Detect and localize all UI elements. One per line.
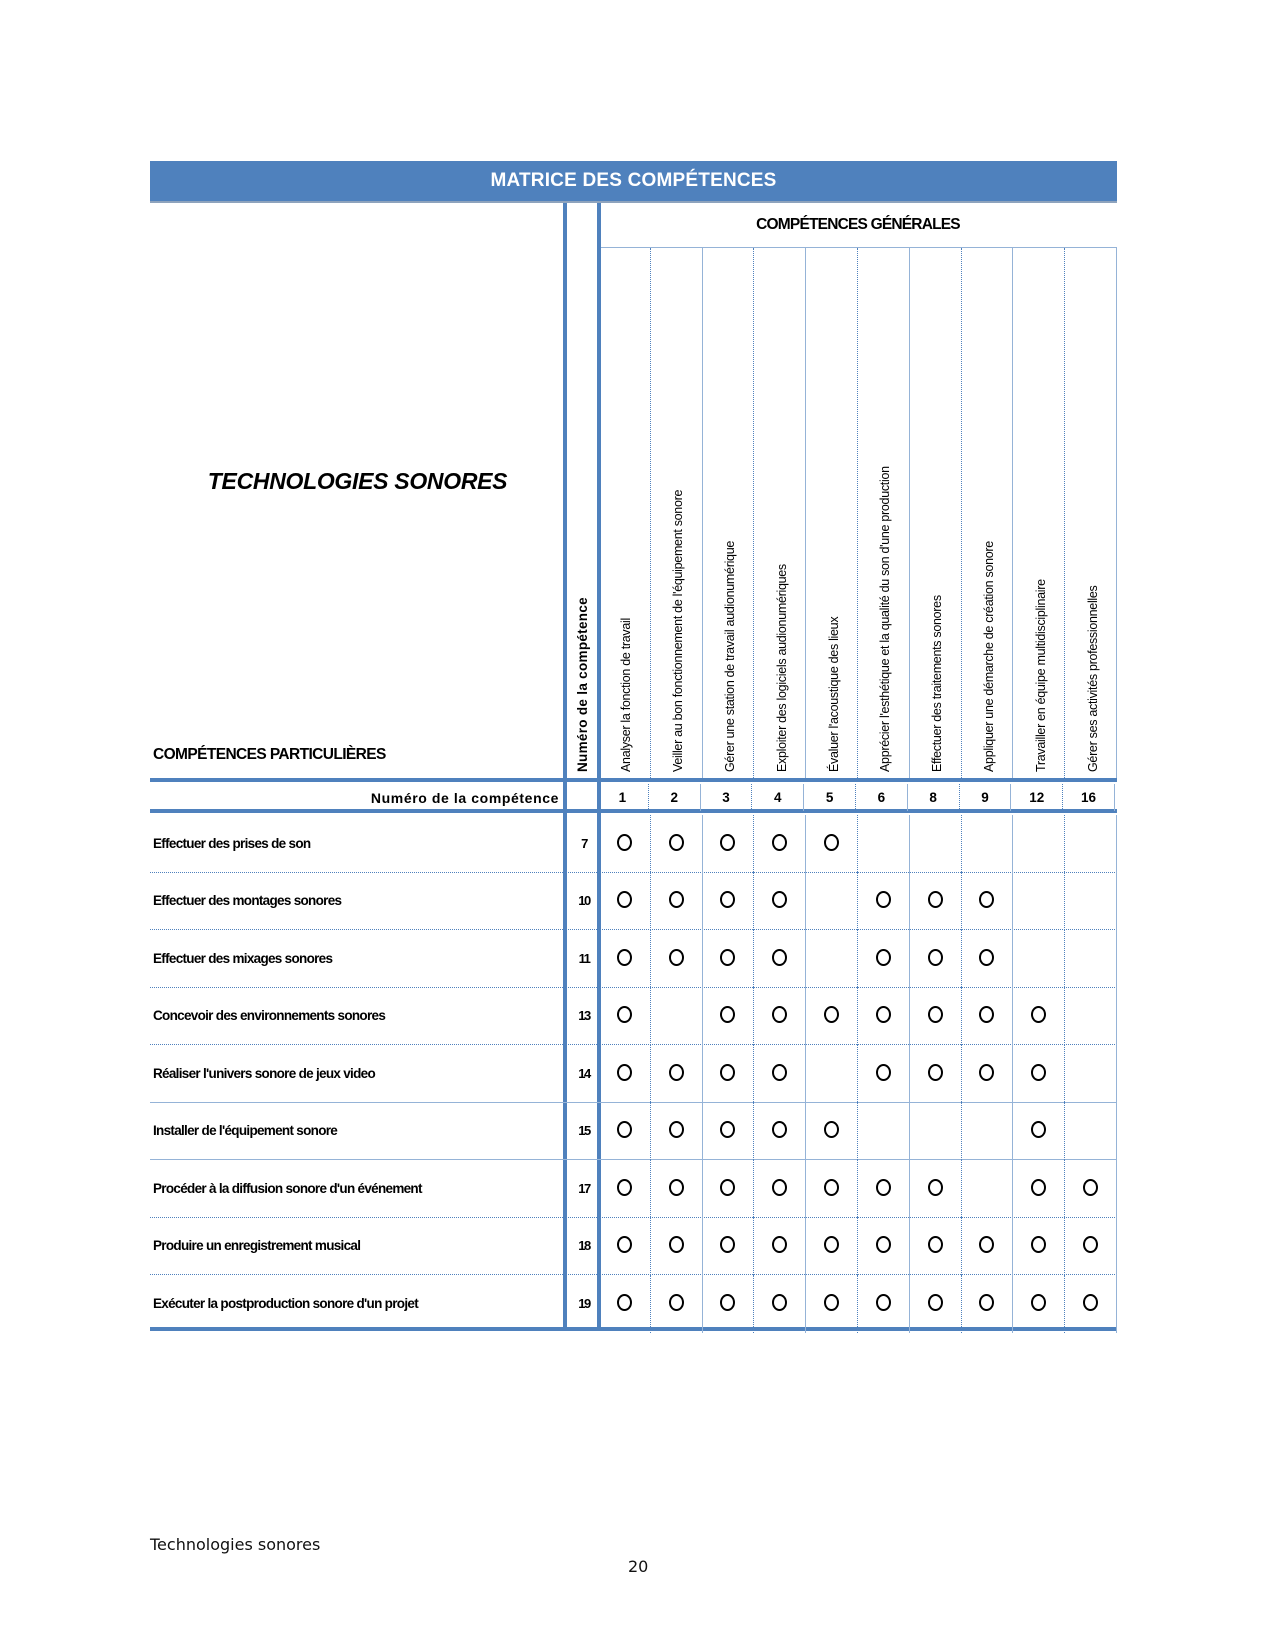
circle-mark-icon [1031, 1006, 1046, 1023]
circle-mark-icon [1031, 1064, 1046, 1081]
matrix-title-bar [150, 161, 1117, 203]
matrix-cell [910, 930, 962, 988]
circle-mark-icon [617, 891, 632, 908]
circle-mark-icon [669, 1064, 684, 1081]
matrix-cell [599, 815, 651, 873]
particular-competency-number: 10 [578, 893, 590, 909]
general-competency-label: Travailler en équipe multidisciplinaire [1033, 579, 1048, 772]
matrix-cell [703, 1102, 755, 1160]
general-competency-label: Veiller au bon fonctionnement de l'équipement sonore [671, 489, 686, 772]
matrix-cell [703, 1275, 755, 1333]
matrix-cell [754, 815, 806, 873]
particular-competency-label: Effectuer des prises de son [153, 835, 311, 851]
matrix-cell [910, 1045, 962, 1103]
matrix-cell [858, 930, 910, 988]
matrix-cell [962, 1275, 1014, 1333]
page-number: 20 [628, 1557, 649, 1576]
matrix-cell [703, 930, 755, 988]
table-row [150, 1218, 1117, 1276]
circle-mark-icon [979, 1006, 994, 1023]
general-competencies-label: COMPÉTENCES GÉNÉRALES [756, 216, 960, 233]
matrix-cell [703, 1160, 755, 1218]
circle-mark-icon [772, 1064, 787, 1081]
circle-mark-icon [669, 1179, 684, 1196]
circle-mark-icon [876, 1294, 891, 1311]
matrix-cell [858, 815, 910, 873]
circle-mark-icon [876, 891, 891, 908]
matrix-cell [962, 1102, 1014, 1160]
particular-competencies-label: COMPÉTENCES PARTICULIÈRES [153, 746, 386, 763]
matrix-cell [1065, 872, 1117, 930]
matrix-cell [651, 1102, 703, 1160]
matrix-cell [754, 1160, 806, 1218]
particular-competency-label: Réaliser l'univers sonore de jeux video [153, 1065, 376, 1081]
general-competency-label: Apprécier l'esthétique et la qualité du son d'une production [878, 466, 893, 772]
general-competency-number: 2 [649, 784, 701, 811]
circle-mark-icon [617, 1179, 632, 1196]
circle-mark-icon [928, 1006, 943, 1023]
matrix-cell [599, 930, 651, 988]
matrix-cell [1065, 1275, 1117, 1333]
table-row [150, 1103, 1117, 1161]
number-column-header: Numéro de la compétence [575, 597, 590, 772]
circle-mark-icon [617, 1294, 632, 1311]
matrix-cell [1065, 815, 1117, 873]
circle-mark-icon [772, 1006, 787, 1023]
matrix-cell [599, 1160, 651, 1218]
general-competency-header [703, 248, 755, 778]
matrix-cell [962, 1045, 1014, 1103]
circle-mark-icon [1031, 1236, 1046, 1253]
circle-mark-icon [876, 1064, 891, 1081]
matrix-cell [910, 815, 962, 873]
particular-competency-label: Effectuer des montages sonores [153, 893, 342, 909]
general-competency-number: 3 [701, 784, 753, 811]
circle-mark-icon [928, 1236, 943, 1253]
matrix-cell [754, 1045, 806, 1103]
circle-mark-icon [617, 1064, 632, 1081]
circle-mark-icon [928, 1064, 943, 1081]
general-competency-header [599, 248, 651, 778]
circle-mark-icon [617, 949, 632, 966]
circle-mark-icon [979, 949, 994, 966]
circle-mark-icon [1083, 1179, 1098, 1196]
matrix-cell [599, 1102, 651, 1160]
circle-mark-icon [928, 1294, 943, 1311]
matrix-cell [858, 1102, 910, 1160]
circle-mark-icon [876, 1179, 891, 1196]
circle-mark-icon [1031, 1121, 1046, 1138]
matrix-cell [651, 1217, 703, 1275]
general-competency-number: 4 [752, 784, 804, 811]
table-row [150, 1045, 1117, 1103]
circle-mark-icon [1083, 1294, 1098, 1311]
matrix-cell [962, 930, 1014, 988]
circle-mark-icon [824, 1294, 839, 1311]
matrix-cell [1013, 815, 1065, 873]
matrix-cell [806, 815, 858, 873]
general-competency-header [910, 248, 962, 778]
matrix-cell [703, 1217, 755, 1275]
general-competency-label: Appliquer une démarche de création sonore [981, 541, 996, 772]
matrix-cell [962, 1217, 1014, 1275]
particular-competency-number: 15 [578, 1123, 590, 1139]
matrix-cell [754, 1102, 806, 1160]
circle-mark-icon [720, 1006, 735, 1023]
table-row [150, 930, 1117, 988]
circle-mark-icon [772, 1294, 787, 1311]
matrix-cell [1065, 1217, 1117, 1275]
circle-mark-icon [720, 1064, 735, 1081]
matrix-cell [858, 1275, 910, 1333]
circle-mark-icon [617, 1006, 632, 1023]
general-competency-label: Effectuer des traitements sonores [930, 595, 945, 772]
matrix-cell [806, 930, 858, 988]
particular-competency-number: 14 [578, 1065, 590, 1081]
particular-competency-number: 11 [578, 950, 590, 966]
circle-mark-icon [617, 1236, 632, 1253]
particular-competency-label: Installer de l'équipement sonore [153, 1123, 338, 1139]
matrix-cell [651, 987, 703, 1045]
circle-mark-icon [720, 834, 735, 851]
circle-mark-icon [928, 949, 943, 966]
matrix-cell [910, 1160, 962, 1218]
general-competency-number: 5 [804, 784, 856, 811]
circle-mark-icon [928, 1179, 943, 1196]
matrix-cell [962, 872, 1014, 930]
matrix-cell [651, 1045, 703, 1103]
circle-mark-icon [928, 891, 943, 908]
matrix-cell [910, 1217, 962, 1275]
matrix-cell [651, 872, 703, 930]
matrix-cell [754, 930, 806, 988]
matrix-cell [1013, 872, 1065, 930]
matrix-cell [910, 872, 962, 930]
particular-competency-label: Procéder à la diffusion sonore d'un événement [153, 1180, 422, 1196]
matrix-cell [806, 1160, 858, 1218]
circle-mark-icon [772, 1121, 787, 1138]
particular-competency-number: 13 [578, 1008, 590, 1024]
circle-mark-icon [772, 949, 787, 966]
matrix-cell [858, 1160, 910, 1218]
circle-mark-icon [617, 1121, 632, 1138]
general-competency-number: 9 [960, 784, 1012, 811]
circle-mark-icon [669, 834, 684, 851]
matrix-cell [754, 1217, 806, 1275]
matrix-cell [910, 1275, 962, 1333]
circle-mark-icon [720, 891, 735, 908]
general-competency-number: 16 [1063, 784, 1115, 811]
circle-mark-icon [720, 1121, 735, 1138]
general-competency-label: Analyser la fonction de travail [619, 618, 634, 772]
circle-mark-icon [824, 1121, 839, 1138]
matrix-cell [1065, 1102, 1117, 1160]
matrix-cell [858, 872, 910, 930]
circle-mark-icon [720, 1294, 735, 1311]
matrix-cell [806, 1217, 858, 1275]
general-competency-header [1013, 248, 1065, 778]
circle-mark-icon [720, 1179, 735, 1196]
general-competency-label: Évaluer l'acoustique des lieux [826, 616, 841, 772]
general-competency-header [962, 248, 1014, 778]
general-competency-number: 12 [1011, 784, 1063, 811]
general-competency-header [754, 248, 806, 778]
circle-mark-icon [669, 1236, 684, 1253]
general-competency-number: 6 [856, 784, 908, 811]
matrix-cell [858, 1045, 910, 1103]
particular-competency-number: 18 [578, 1238, 590, 1254]
matrix-cell [1013, 1160, 1065, 1218]
matrix-cell [806, 987, 858, 1045]
circle-mark-icon [772, 1179, 787, 1196]
matrix-cell [1013, 930, 1065, 988]
matrix-cell [1013, 1275, 1065, 1333]
particular-competency-rows [150, 815, 1117, 1333]
particular-competency-number: 17 [578, 1180, 590, 1196]
matrix-cell [754, 872, 806, 930]
matrix-cell [962, 815, 1014, 873]
general-competency-header [651, 248, 703, 778]
matrix-cell [651, 1160, 703, 1218]
particular-competency-label: Exécuter la postproduction sonore d'un projet [153, 1296, 418, 1312]
circle-mark-icon [720, 1236, 735, 1253]
divider-top-number-row [150, 778, 1117, 782]
competency-number-row [150, 784, 1117, 811]
matrix-cell [806, 872, 858, 930]
matrix-cell [858, 987, 910, 1045]
matrix-cell [651, 1275, 703, 1333]
matrix-cell [858, 1217, 910, 1275]
matrix-cell [806, 1275, 858, 1333]
circle-mark-icon [669, 1121, 684, 1138]
table-row [150, 1275, 1117, 1333]
circle-mark-icon [979, 1236, 994, 1253]
circle-mark-icon [669, 891, 684, 908]
circle-mark-icon [1031, 1294, 1046, 1311]
circle-mark-icon [772, 891, 787, 908]
general-competency-number: 1 [597, 784, 649, 811]
table-row [150, 1160, 1117, 1218]
matrix-cell [1065, 987, 1117, 1045]
matrix-cell [910, 1102, 962, 1160]
general-competency-label: Gérer ses activités professionnelles [1085, 585, 1100, 772]
matrix-cell [599, 1275, 651, 1333]
circle-mark-icon [824, 1236, 839, 1253]
matrix-cell [1065, 1045, 1117, 1103]
general-competency-header [1065, 248, 1117, 778]
general-competency-header [806, 248, 858, 778]
circle-mark-icon [1031, 1179, 1046, 1196]
general-competency-label: Gérer une station de travail audionumérique [722, 541, 737, 772]
circle-mark-icon [876, 1006, 891, 1023]
particular-competency-number: 19 [578, 1296, 590, 1312]
footer-title: Technologies sonores [150, 1535, 321, 1554]
matrix-cell [599, 987, 651, 1045]
circle-mark-icon [979, 1294, 994, 1311]
circle-mark-icon [979, 1064, 994, 1081]
circle-mark-icon [772, 1236, 787, 1253]
circle-mark-icon [720, 949, 735, 966]
matrix-cell [1013, 1102, 1065, 1160]
matrix-cell [1013, 1045, 1065, 1103]
circle-mark-icon [772, 834, 787, 851]
table-row [150, 988, 1117, 1046]
general-competency-number: 8 [908, 784, 960, 811]
particular-competency-number: 7 [581, 835, 587, 851]
matrix-cell [599, 1217, 651, 1275]
matrix-cell [651, 930, 703, 988]
matrix-cell [910, 987, 962, 1045]
matrix-title: MATRICE DES COMPÉTENCES [490, 170, 777, 191]
general-competency-label: Exploiter des logiciels audionumériques [774, 564, 789, 772]
circle-mark-icon [824, 1006, 839, 1023]
matrix-cell [1065, 930, 1117, 988]
table-row [150, 815, 1117, 873]
matrix-cell [703, 1045, 755, 1103]
matrix-cell [599, 872, 651, 930]
matrix-cell [754, 1275, 806, 1333]
matrix-cell [703, 987, 755, 1045]
circle-mark-icon [617, 834, 632, 851]
circle-mark-icon [876, 1236, 891, 1253]
matrix-cell [962, 1160, 1014, 1218]
particular-competency-label: Concevoir des environnements sonores [153, 1008, 386, 1024]
general-competency-header [858, 248, 910, 778]
circle-mark-icon [824, 834, 839, 851]
matrix-cell [1013, 1217, 1065, 1275]
matrix-cell [703, 872, 755, 930]
circle-mark-icon [669, 1294, 684, 1311]
circle-mark-icon [979, 891, 994, 908]
program-title: TECHNOLOGIES SONORES [207, 468, 508, 494]
matrix-cell [651, 815, 703, 873]
particular-competency-label: Produire un enregistrement musical [153, 1238, 361, 1254]
competency-matrix [150, 203, 1117, 1331]
matrix-cell [703, 815, 755, 873]
matrix-cell [754, 987, 806, 1045]
matrix-cell [962, 987, 1014, 1045]
matrix-cell [806, 1045, 858, 1103]
particular-competency-label: Effectuer des mixages sonores [153, 950, 333, 966]
matrix-cell [599, 1045, 651, 1103]
matrix-cell [1013, 987, 1065, 1045]
circle-mark-icon [1083, 1236, 1098, 1253]
matrix-cell [806, 1102, 858, 1160]
matrix-cell [1065, 1160, 1117, 1218]
number-row-label: Numéro de la compétence [370, 789, 559, 806]
circle-mark-icon [876, 949, 891, 966]
circle-mark-icon [669, 949, 684, 966]
circle-mark-icon [824, 1179, 839, 1196]
table-row [150, 873, 1117, 931]
